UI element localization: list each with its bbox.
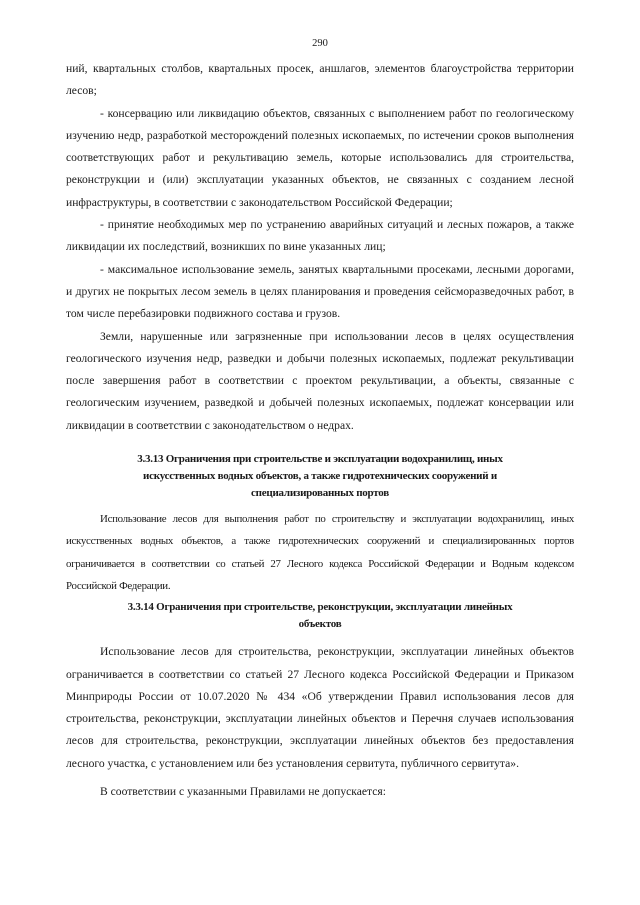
- list-item-land-use: - максимальное использование земель, занятых квартальными просеками, лесными дорогами, и других не покрытых лесом земель в целях планирования и проведения сейсморазведочных работ, в том числе перебазировки подвижного состава и грузов.: [66, 262, 574, 321]
- paragraph-continuation: ний, квартальных столбов, квартальных просек, аншлагов, элементов благоустройства территории лесов;: [66, 62, 574, 98]
- list-item-conservation: - консервацию или ликвидацию объектов, связанных с выполнением работ по геологическому изучению недр, разработкой месторождений полезных ископаемых, по истечении сроков выполнения соответствующих работ и рекультивацию земель, которые использовались для строительства, реконструкции и (или) эксплуатации указанных объектов, не связанных с созданием лесной инфраструктуры, в соответствии с законодательством Российской Федерации;: [66, 106, 574, 209]
- page-number: 290: [312, 38, 328, 49]
- section-paragraph-3-3-13: Использование лесов для выполнения работ по строительству и эксплуатации водохранилищ, иных искусственных водных объектов, а также гидротехнических сооружений и специализированных портов ограничивается в соответствии со статьей 27 Лесного кодекса Российской Федерации и Водным кодексом Российской Федерации.: [66, 513, 574, 592]
- closing-line: В соответствии с указанными Правилами не допускается:: [100, 785, 386, 799]
- section-heading-3-3-13: 3.3.13 Ограничения при строительстве и эксплуатации водохранилищ, иных искусственных водных объектов, а также гидротехнических сооружений и специализированных портов: [137, 453, 503, 500]
- paragraph-recultivation: Земли, нарушенные или загрязненные при использовании лесов в целях осуществления геологического изучения недр, разведки и добычи полезных ископаемых, подлежат рекультивации после завершения работ в соответствии с проектом рекультивации, а объекты, связанные с геологическим изучением, разведкой и добычей полезных ископаемых, подлежат консервации или ликвидации в соответствии с законодательством о недрах.: [66, 329, 574, 432]
- section-heading-3-3-14: 3.3.14 Ограничения при строительстве, реконструкции, эксплуатации линейных объектов: [127, 601, 513, 631]
- section-paragraph-3-3-14: Использование лесов для строительства, реконструкции, эксплуатации линейных объектов ограничивается в соответствии со статьей 27 Лесного кодекса Российской Федерации и Приказом Минприроды России от 10.07.2020 № 434 «Об утверждении Правил использования лесов для строительства, реконструкции, эксплуатации линейных объектов и Перечня случаев использования лесов для строительства, реконструкции, эксплуатации линейных объектов без предоставления лесного участка, с установлением или без установления сервитута, публичного сервитута».: [66, 645, 574, 770]
- list-item-emergency: - принятие необходимых мер по устранению аварийных ситуаций и лесных пожаров, а также ликвидации их последствий, возникших по вине указанных лиц;: [66, 218, 574, 254]
- document-body: [66, 58, 574, 803]
